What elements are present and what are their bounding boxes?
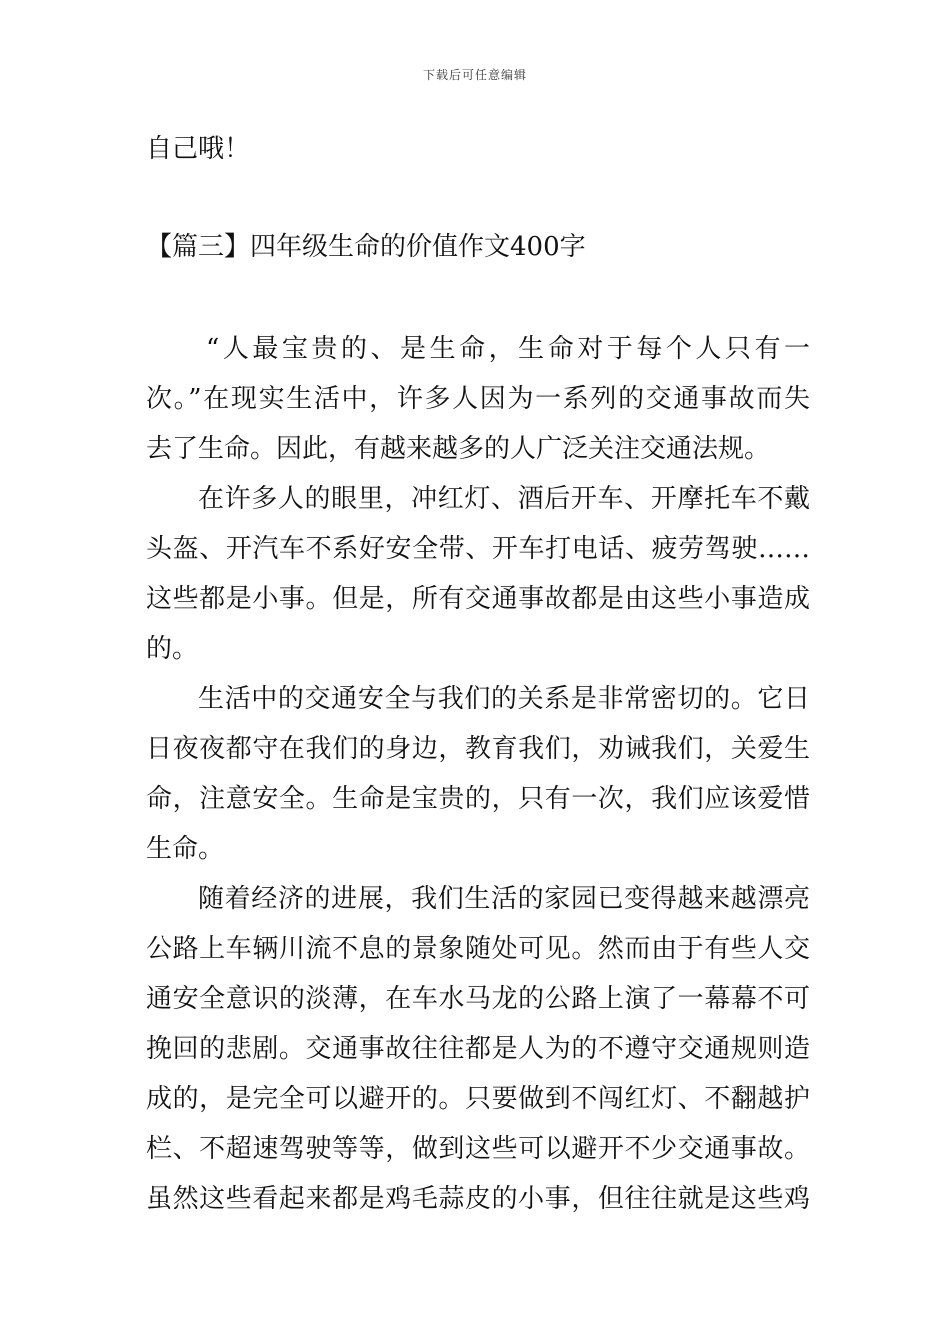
- paragraph-1-line-3: 去了生命。因此，有越来越多的人广泛关注交通法规。: [146, 434, 771, 464]
- paragraph-3-line-2: 日夜夜都守在我们的身边，教育我们，劝诫我们，关爱生: [146, 734, 810, 764]
- intro-line: 自己哦！: [146, 134, 251, 164]
- paragraph-2-line-2: 头盔、开汽车不系好安全带、开车打电话、疲劳驾驶……: [146, 534, 810, 564]
- paragraph-4-line-6: 栏、不超速驾驶等等，做到这些可以避开不少交通事故。: [146, 1134, 810, 1164]
- paragraph-2-line-3: 这些都是小事。但是，所有交通事故都是由这些小事造成: [146, 584, 810, 614]
- paragraph-1-line-2: 次。”在现实生活中，许多人因为一系列的交通事故而失: [146, 384, 810, 414]
- section-title: 【篇三】四年级生命的价值作文400字: [146, 232, 586, 262]
- paragraph-2-line-4: 的。: [146, 634, 199, 664]
- paragraph-3-line-1: 生活中的交通安全与我们的关系是非常密切的。它日: [198, 684, 810, 714]
- paragraph-4-line-3: 通安全意识的淡薄，在车水马龙的公路上演了一幕幕不可: [146, 984, 810, 1014]
- page-header-note: 下载后可任意编辑: [422, 68, 527, 82]
- paragraph-3-line-4: 生命。: [146, 834, 225, 864]
- paragraph-4-line-4: 挽回的悲剧。交通事故往往都是人为的不遵守交通规则造: [146, 1034, 810, 1064]
- paragraph-4-line-5: 成的，是完全可以避开的。只要做到不闯红灯、不翻越护: [146, 1084, 810, 1114]
- paragraph-2-line-1: 在许多人的眼里，冲红灯、酒后开车、开摩托车不戴: [198, 484, 810, 514]
- paragraph-4-line-1: 随着经济的进展，我们生活的家园已变得越来越漂亮: [198, 884, 810, 914]
- paragraph-4-line-2: 公路上车辆川流不息的景象随处可见。然而由于有些人交: [146, 934, 810, 964]
- paragraph-4-line-7: 虽然这些看起来都是鸡毛蒜皮的小事，但往往就是这些鸡: [146, 1184, 810, 1214]
- paragraph-1-line-1: “人最宝贵的、是生命，生命对于每个人只有一: [206, 334, 810, 364]
- paragraph-3-line-3: 命，注意安全。生命是宝贵的，只有一次，我们应该爱惜: [146, 784, 810, 814]
